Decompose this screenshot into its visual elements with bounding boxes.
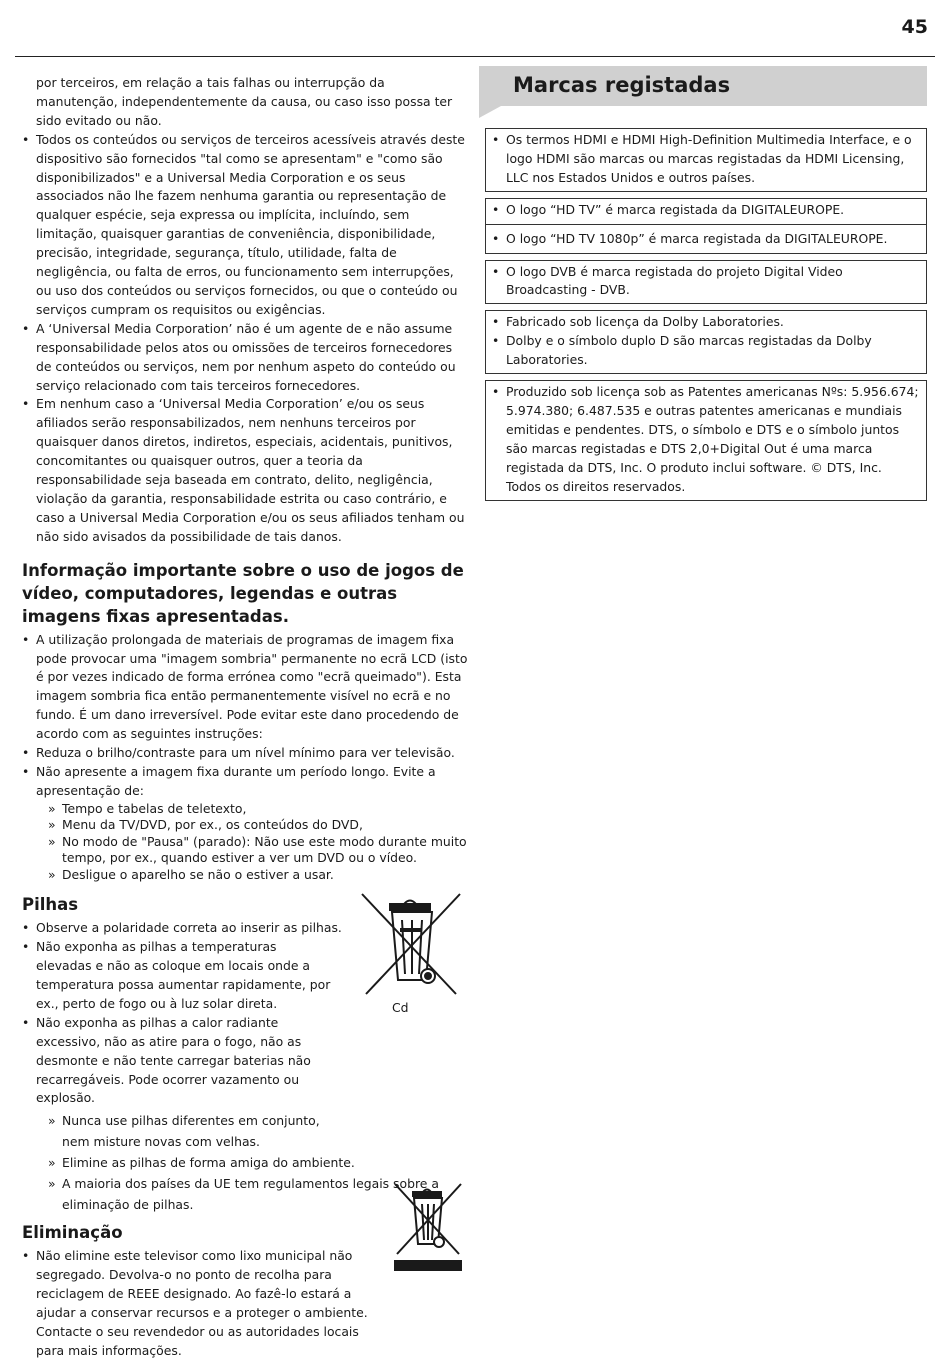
list-item: • A ‘Universal Media Corporation’ não é um agente de e não assume responsabilidade pelos atos ou omissões de terceiros fornecedores de conteúdos ou serviços, nem por nenhum aspeto do conteúdo ou serviço relacionado com tais terceiros fornecedores. [22, 320, 468, 396]
batteries-heading: Pilhas [22, 895, 79, 915]
crossed-bin-icon [360, 890, 464, 1000]
list-item: • Produzido sob licença sob as Patentes americanas Nºs: 5.956.674; 5.974.380; 6.487.535 e outras patentes americanas e mundiais emitidas e pendentes. DTS, o símbolo e DTS e o símbolo juntos são marcas registadas e DTS 2,0+Digital Out é uma marca registada da DTS, Inc. O produto inclui software. © DTS, Inc. Todos os direitos reservados. [492, 383, 920, 496]
title-bar-tab [479, 106, 501, 118]
trademark-box-hdtv [485, 198, 927, 225]
list-item: • O logo DVB é marca registada do projeto Digital Video Broadcasting - DVB. [492, 263, 920, 301]
list-item: • Dolby e o símbolo duplo D são marcas registadas da Dolby Laboratories. [492, 332, 920, 370]
sub-list-item: » Desligue o aparelho se não o estiver a usar. [48, 867, 468, 884]
list-item: • Todos os conteúdos ou serviços de terceiros acessíveis através deste dispositivo são fornecidos "tal como se apresentam" e "como são disponibilizados" e a Universal Media Corporation e os seus associados não lhe fazem nenhuma garantia ou representação de qualquer espécie, seja expressa ou implícita, incluíndo, sem limitação, quaisquer garantias de conveniência, disponibilidade, precisão, integridade, segurança, título, utilidade, falta de negligência, ou falta de erros, ou funcionamento sem interrupções, ou uso dos conteúdos ou serviços fornecidos, ou que o conteúdo ou serviços cumpram os requisitos ou exigências. [22, 131, 468, 320]
list-item: • A utilização prolongada de materiais de programas de imagem fixa pode provocar uma "imagem sombria" permanente no ecrã LCD (isto é por vezes indicado de forma errónea como "ecrã queimado"). Esta imagem sombria fica então permanentemente visível no ecrã e no fundo. É um dano irreversível. Pode evitar este dano procedendo de acordo com as seguintes instruções: [22, 631, 468, 744]
list-item: • Não apresente a imagem fixa durante um período longo. Evite a apresentação de: [22, 763, 468, 801]
games-sublist [48, 801, 468, 884]
sub-list-item: » Nunca use pilhas diferentes em conjunto, nem misture novas com velhas. [48, 1110, 338, 1152]
trademarks-title: Marcas registadas [513, 73, 731, 97]
sub-list-item: » A maioria dos países da UE tem regulamentos legais sobre a eliminação de pilhas. [48, 1173, 468, 1215]
games-list [22, 631, 468, 801]
list-item: • Observe a polaridade correta ao inserir as pilhas. [22, 919, 468, 938]
trademark-box-dvb [485, 260, 927, 305]
trademark-box-hdtv1080p [485, 225, 927, 254]
list-item: • Não exponha as pilhas a temperaturas elevadas e não as coloque em locais onde a temperatura possa aumentar rapidamente, por ex., perto de fogo ou à luz solar direta. [22, 938, 332, 1014]
weee-bin-icon [393, 1182, 463, 1272]
intro-text: por terceiros, em relação a tais falhas ou interrupção da manutenção, independentemente da causa, ou caso isso possa ter sido evitado ou não. [36, 75, 453, 128]
page-number: 45 [901, 16, 928, 38]
list-item: • O logo “HD TV 1080p” é marca registada da DIGITALEUROPE. [492, 230, 920, 249]
right-column [479, 66, 927, 507]
disposal-heading: Eliminação [22, 1223, 123, 1243]
intro-list [22, 131, 468, 547]
list-item: • Os termos HDMI e HDMI High-Definition Multimedia Interface, e o logo HDMI são marcas ou marcas registadas da HDMI Licensing, LLC nos Estados Unidos e outros países. [492, 131, 920, 188]
trademarks-title-bar [479, 66, 927, 106]
sub-list-item: » No modo de "Pausa" (parado): Não use este modo durante muito tempo, por ex., quando estiver a ver um DVD ou o vídeo. [48, 834, 468, 867]
header-rule [15, 56, 935, 57]
list-item: • O logo “HD TV” é marca registada da DIGITALEUROPE. [492, 201, 920, 220]
list-item: • Em nenhum caso a ‘Universal Media Corporation’ e/ou os seus afiliados serão responsabilizados, nem nenhuns terceiros por quaisquer danos diretos, indiretos, especiais, acidentais, punitivos, concomitantes ou quaisquer outros, quer a teoria da responsabilidade seja baseada em contrato, delito, negligência, violação da garantia, responsabilidade estrita ou caso contrário, e caso a Universal Media Corporation e/ou os seus afiliados tenham ou não sido avisados da possibilidade de tais danos. [22, 395, 468, 546]
list-item: • Não exponha as pilhas a calor radiante excessivo, não as atire para o fogo, não as desmonte e não tente carregar baterias não recarregáveis. Pode ocorrer vazamento ou explosão. [22, 1014, 332, 1109]
list-item: • Fabricado sob licença da Dolby Laboratories. [492, 313, 920, 332]
games-heading: Informação importante sobre o uso de jogos de vídeo, computadores, legendas e outras imagens fixas apresentadas. [22, 560, 464, 626]
left-column [22, 74, 468, 1361]
sub-list-item: » Elimine as pilhas de forma amiga do ambiente. [48, 1152, 468, 1173]
sub-list-item: » Menu da TV/DVD, por ex., os conteúdos do DVD, [48, 817, 468, 834]
list-item: • Não elimine este televisor como lixo municipal não segregado. Devolva-o no ponto de recolha para reciclagem de REEE designado. Ao fazê-lo estará a ajudar a conservar recursos e a proteger o ambiente. Contacte o seu revendedor ou as autoridades locais para mais informações. [22, 1247, 370, 1360]
sub-list-item: » Tempo e tabelas de teletexto, [48, 801, 468, 818]
battery-disposal-figure [360, 890, 464, 1020]
weee-figure [393, 1182, 463, 1272]
list-item: • Reduza o brilho/contraste para um nível mínimo para ver televisão. [22, 744, 468, 763]
trademark-box-hdmi [485, 128, 927, 192]
trademark-box-dolby [485, 310, 927, 374]
trademark-box-dts [485, 380, 927, 500]
battery-icon-caption: Cd [392, 1000, 409, 1015]
